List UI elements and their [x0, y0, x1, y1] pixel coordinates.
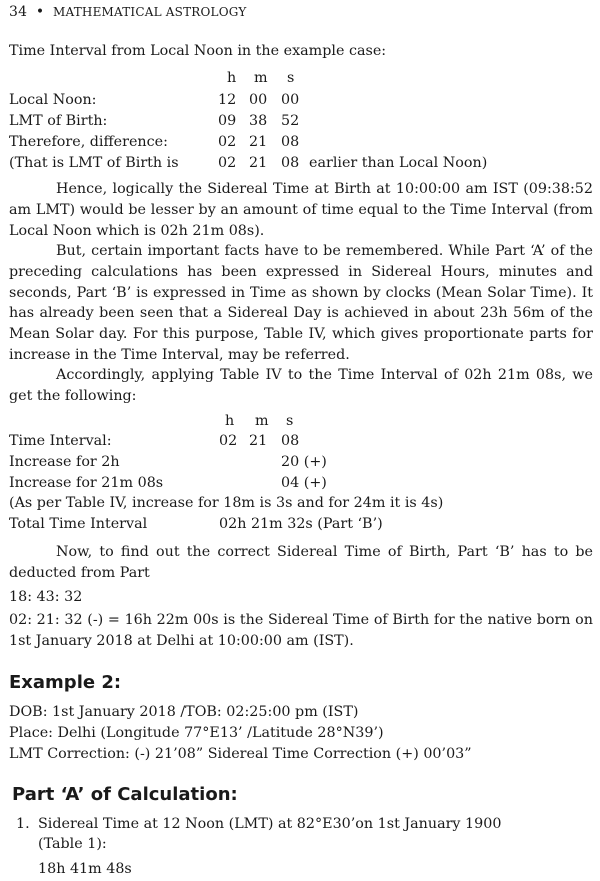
row-label: (That is LMT of Birth is — [9, 155, 179, 171]
page-number: 34 — [9, 4, 28, 20]
row-label: Increase for 2h — [9, 454, 120, 470]
row-h: 02 — [219, 433, 238, 449]
row-m: 21 — [249, 155, 268, 171]
table-note: (As per Table IV, increase for 18m is 3s and for 24m it is 4s) — [9, 495, 444, 511]
row-s: 08 — [281, 433, 300, 449]
paragraph: Accordingly, applying Table IV to the Time Interval of 02h 21m 08s, we get the following: — [9, 367, 593, 404]
paragraph: Now, to find out the correct Sidereal Time of Birth, Part ‘B’ has to be deducted from Part — [9, 544, 593, 581]
row-label: LMT of Birth: — [9, 113, 108, 129]
row-tail: earlier than Local Noon) — [309, 155, 488, 171]
row-s: 52 — [281, 113, 300, 129]
part-a-title: Part ‘A’ of Calculation: — [12, 784, 238, 805]
row-label: Therefore, difference: — [9, 134, 168, 150]
list-item-value: 18h 41m 48s — [38, 861, 132, 877]
row-h: 02 — [218, 134, 237, 150]
row-h: 12 — [218, 92, 237, 108]
lmt-line: LMT Correction: (-) 21’08” Sidereal Time Correction (+) 00’03” — [9, 746, 472, 762]
row-m: 21 — [249, 433, 268, 449]
place-line: Place: Delhi (Longitude 77°E13’ /Latitude 28°N39’) — [9, 725, 384, 741]
row-value: 02h 21m 32s (Part ‘B’) — [219, 516, 383, 532]
col-s: s — [286, 413, 294, 429]
calc-line: 18: 43: 32 — [9, 589, 83, 605]
paragraph: But, certain important facts have to be remembered. While Part ‘A’ of the preceding calculations has been expressed in Sidereal Hours, minutes and seconds, Part ‘B’ is expressed in Time as shown by clocks (Mean Solar Time). It has already been seen that a Sidereal Day is achieved in about 23h 56m of the Mean Solar day. For this purpose, Table IV, which gives proportionate parts for increase in the Time Interval, may be referred. — [9, 243, 593, 363]
row-m: 21 — [249, 134, 268, 150]
dob-line: DOB: 1st January 2018 /TOB: 02:25:00 pm (IST) — [9, 704, 359, 720]
list-number: 1. — [16, 816, 30, 832]
col-m: m — [254, 70, 268, 86]
row-label: Total Time Interval — [9, 516, 148, 532]
header-bullet: • — [35, 4, 45, 20]
section-heading: Time Interval from Local Noon in the example case: — [9, 43, 387, 59]
example-title: Example 2: — [9, 672, 122, 693]
list-item-sub: (Table 1): — [38, 836, 107, 852]
row-label: Increase for 21m 08s — [9, 475, 164, 491]
row-m: 00 — [249, 92, 268, 108]
col-s: s — [287, 70, 295, 86]
row-s: 00 — [281, 92, 300, 108]
row-m: 38 — [249, 113, 268, 129]
running-header — [9, 4, 246, 20]
row-value: 20 (+) — [281, 454, 327, 470]
row-value: 04 (+) — [281, 475, 327, 491]
col-h: h — [227, 70, 237, 86]
row-h: 02 — [218, 155, 237, 171]
row-s: 08 — [281, 155, 300, 171]
row-h: 09 — [218, 113, 237, 129]
row-s: 08 — [281, 134, 300, 150]
calc-line: 02: 21: 32 (-) = 16h 22m 00s is the Sidereal Time of Birth for the native born on 1st January 2018 at Delhi at 10:00:00 am (IST). — [9, 612, 593, 649]
col-m: m — [255, 413, 269, 429]
row-label: Time Interval: — [9, 433, 112, 449]
running-title: MATHEMATICAL ASTROLOGY — [53, 5, 247, 19]
paragraph: Hence, logically the Sidereal Time at Birth at 10:00:00 am IST (09:38:52 am LMT) would be lesser by an amount of time equal to the Time Interval (from Local Noon which is 02h 21m 08s). — [9, 181, 593, 239]
row-label: Local Noon: — [9, 92, 97, 108]
list-item: Sidereal Time at 12 Noon (LMT) at 82°E30’on 1st January 1900 — [38, 816, 502, 832]
col-h: h — [225, 413, 235, 429]
